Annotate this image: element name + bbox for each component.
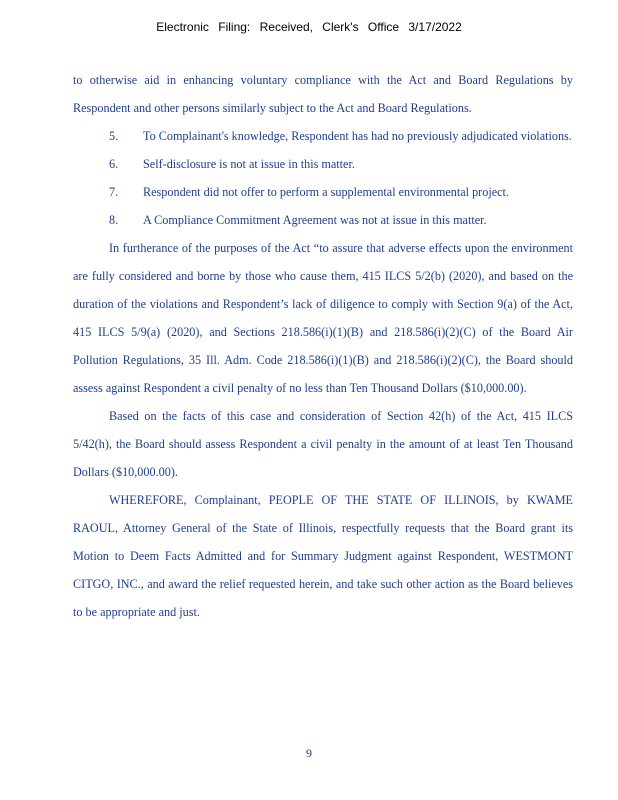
- list-number: 7.: [109, 185, 119, 199]
- list-number: 5.: [109, 129, 119, 143]
- paragraph-penalty-purpose: In furtherance of the purposes of the Act “to assure that adverse effects upon the environment are fully considered and borne by those who cause them, 415 ILCS 5/2(b) (2020), and based on the duration of the violations and Respondent’s lack of diligence to comply with Section 9(a) of the Act, 415 ILCS 5/9(a) (2020), and Sections 218.586(i)(1)(B) and 218.586(i)(2)(C) of the Board Air Pollution Regulations, 35 Ill. Adm. Code 218.586(i)(1)(B) and 218.586(i)(2)(C), the Board should assess against Respondent a civil penalty of no less than Ten Thousand Dollars ($10,000.00).: [73, 241, 573, 395]
- page-number: 9: [306, 746, 312, 760]
- list-number: 8.: [109, 213, 119, 227]
- list-number: 6.: [109, 157, 119, 171]
- list-item-7: [73, 178, 573, 206]
- list-item-6: [73, 150, 573, 178]
- paragraph-wherefore: WHEREFORE, Complainant, PEOPLE OF THE STATE OF ILLINOIS, by KWAME RAOUL, Attorney General of the State of Illinois, respectfully requests that the Board grant its Motion to Deem Facts Admitted and for Summary Judgment against Respondent, WESTMONT CITGO, INC., and award the relief requested herein, and take such other action as the Board believes to be appropriate and just.: [73, 493, 573, 619]
- filing-stamp: Electronic Filing: Received, Clerk's Office 3/17/2022: [156, 20, 462, 34]
- list-item-5: [73, 122, 573, 150]
- list-text: To Complainant's knowledge, Respondent has had no previously adjudicated violations.: [143, 129, 572, 143]
- list-text: Self-disclosure is not at issue in this matter.: [143, 157, 355, 171]
- list-text: A Compliance Commitment Agreement was not at issue in this matter.: [143, 213, 487, 227]
- document-body: [73, 66, 573, 626]
- paragraph-section-42h: Based on the facts of this case and consideration of Section 42(h) of the Act, 415 ILCS 5/42(h), the Board should assess Respondent a civil penalty in the amount of at least Ten Thousand Dollars ($10,000.00).: [73, 409, 573, 479]
- list-item-8: [73, 206, 573, 234]
- paragraph-continuation: to otherwise aid in enhancing voluntary compliance with the Act and Board Regulations by Respondent and other persons similarly subject to the Act and Board Regulations.: [73, 73, 573, 115]
- list-text: Respondent did not offer to perform a supplemental environmental project.: [143, 185, 509, 199]
